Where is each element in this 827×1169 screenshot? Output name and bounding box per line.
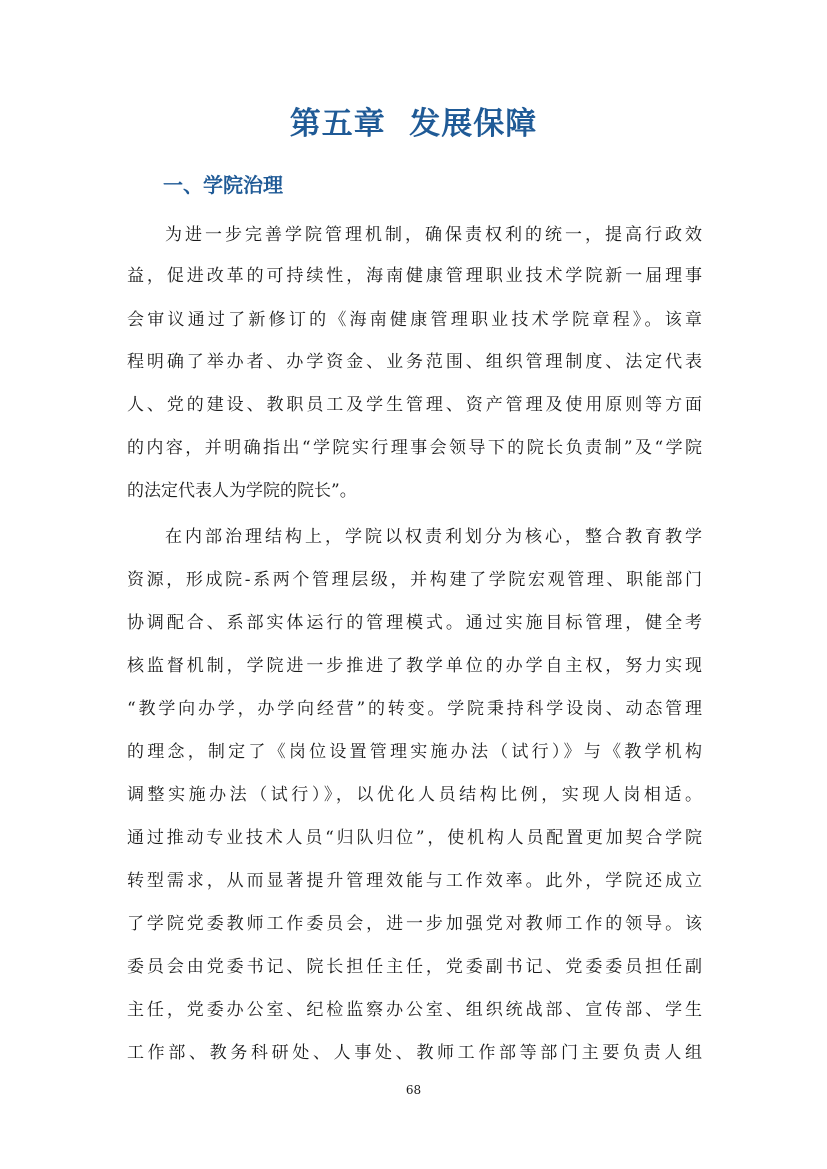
paragraph-line: 在内部治理结构上，学院以权责利划分为核心，整合教育教学 [165, 527, 702, 547]
paragraph-line: 主任，党委办公室、纪检监察办公室、组织统战部、宣传部、学生 [127, 1000, 702, 1020]
chapter-title: 第五章 发展保障 [289, 106, 538, 142]
paragraph-line: 调整实施办法（试行）》，以优化人员结构比例，实现人岗相适。 [127, 785, 702, 805]
paragraph-line: 为进一步完善学院管理机制，确保责权利的统一，提高行政效 [165, 225, 702, 245]
paragraph-line: 益，促进改革的可持续性，海南健康管理职业技术学院新一届理事 [127, 266, 702, 286]
paragraph-line: 的理念，制定了《岗位设置管理实施办法（试行）》与《教学机构 [127, 742, 702, 762]
paragraph-line: 核监督机制，学院进一步推进了教学单位的办学自主权，努力实现 [127, 656, 702, 676]
paragraph-line: 资源，形成院-系两个管理层级，并构建了学院宏观管理、职能部门 [127, 570, 702, 590]
paragraph-line: 的内容，并明确指出“学院实行理事会领导下的院长负责制”及“学院 [127, 438, 702, 458]
paragraph-line: 通过推动专业技术人员“归队归位”，使机构人员配置更加契合学院 [127, 828, 702, 848]
paragraph-line: 程明确了举办者、办学资金、业务范围、组织管理制度、法定代表 [127, 352, 702, 372]
paragraph-line: 会审议通过了新修订的《海南健康管理职业技术学院章程》。该章 [127, 310, 702, 330]
paragraph-line: 工作部、教务科研处、人事处、教师工作部等部门主要负责人组 [127, 1043, 702, 1063]
paragraph-line: 协调配合、系部实体运行的管理模式。通过实施目标管理，健全考 [127, 613, 702, 633]
paragraph-line: “教学向办学，办学向经营”的转变。学院秉持科学设岗、动态管理 [127, 699, 702, 719]
paragraph-line: 委员会由党委书记、院长担任主任，党委副书记、党委委员担任副 [127, 957, 702, 977]
section-heading: 一、学院治理 [163, 173, 283, 197]
page-number: 68 [405, 1083, 422, 1097]
paragraph-line: 的法定代表人为学院的院长”。 [127, 481, 357, 501]
paragraph-line: 了学院党委教师工作委员会，进一步加强党对教师工作的领导。该 [127, 914, 702, 934]
paragraph-line: 人、党的建设、教职员工及学生管理、资产管理及使用原则等方面 [127, 395, 702, 415]
paragraph-line: 转型需求，从而显著提升管理效能与工作效率。此外，学院还成立 [127, 871, 702, 891]
